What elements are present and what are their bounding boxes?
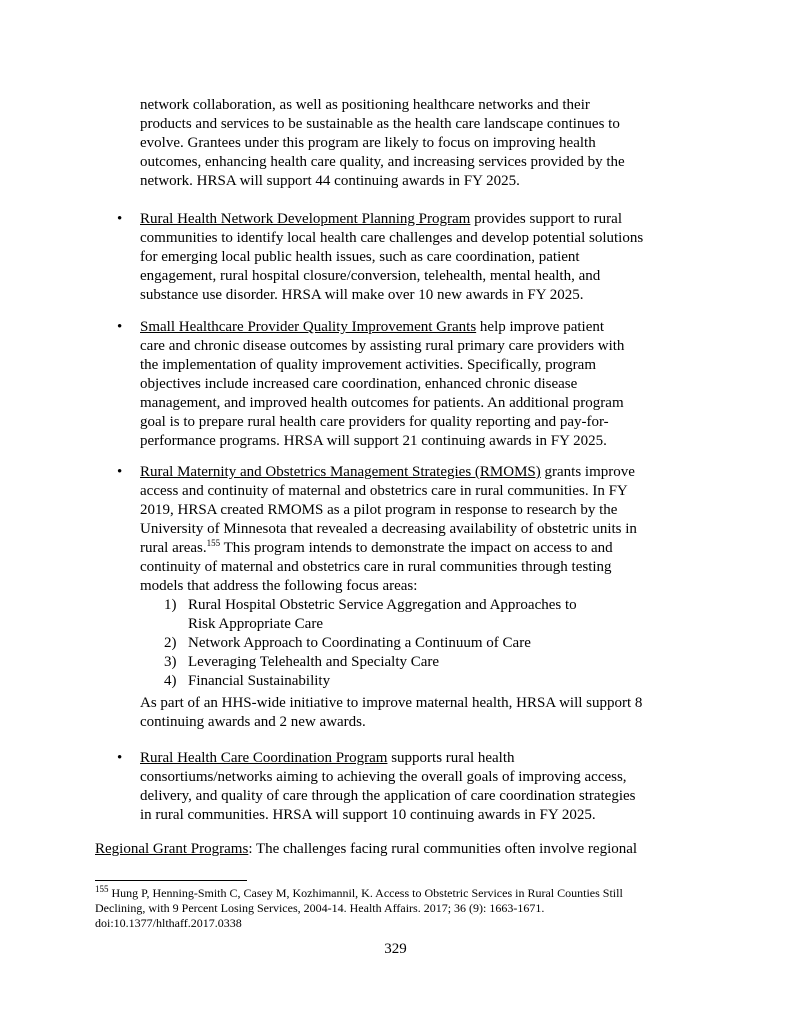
list-item [164,634,577,653]
text-line: network. HRSA will support 44 continuing awards in FY 2025. [140,173,520,189]
text-line: performance programs. HRSA will support 21 continuing awards in FY 2025. [140,433,607,449]
list-number: 4) [164,673,177,689]
list-text: Network Approach to Coordinating a Continuum of Care [188,635,531,651]
footnote-reference[interactable]: 155 [206,538,221,548]
text-line: objectives include increased care coordination, enhanced chronic disease [140,376,578,392]
text-line: evolve. Grantees under this program are likely to focus on improving health [140,135,596,151]
footnote-text: doi:10.1377/hlthaff.2017.0338 [95,916,242,930]
footnote-text: Hung P, Henning-Smith C, Casey M, Kozhimannil, K. Access to Obstetric Services in Rural Counties Still [108,886,623,900]
text-line: University of Minnesota that revealed a decreasing availability of obstetric units in [140,521,637,537]
text-line: access and continuity of maternal and obstetrics care in rural communities. In FY [140,483,628,499]
page-number: 329 [384,941,407,957]
text-line: care and chronic disease outcomes by assisting rural primary care providers with [140,338,625,354]
focus-areas-list [164,596,577,691]
bullet-network-development-planning [140,210,643,305]
footnote-number: 155 [95,884,109,894]
program-title: Small Healthcare Provider Quality Improvement Grants [140,319,477,335]
list-text: Financial Sustainability [188,673,331,689]
list-item [164,653,577,672]
text-line: network collaboration, as well as positioning healthcare networks and their [140,97,590,113]
text-line: models that address the following focus areas: [140,578,418,594]
text-line: communities to identify local health care challenges and develop potential solutions [140,230,644,246]
text-run: grants improve [540,464,635,480]
list-text: Leveraging Telehealth and Specialty Care [188,654,440,670]
regional-grant-programs [95,840,637,859]
bullet-care-coordination [140,749,636,825]
section-title: Regional Grant Programs [95,841,249,857]
text-line: continuing awards and 2 new awards. [140,714,366,730]
text-run: This program intends to demonstrate the impact on access to and [220,540,613,556]
program-title: Rural Health Network Development Planning Program [140,211,471,227]
program-title: Rural Health Care Coordination Program [140,750,388,766]
text-line: substance use disorder. HRSA will make over 10 new awards in FY 2025. [140,287,584,303]
list-text: Rural Hospital Obstetric Service Aggregation and Approaches to [188,597,577,613]
list-item [164,672,577,691]
bullet-icon: • [117,750,123,766]
list-item-continuation: Risk Appropriate Care [188,616,323,632]
text-line: management, and improved health outcomes for patients. An additional program [140,395,624,411]
text-line: As part of an HHS-wide initiative to improve maternal health, HRSA will support 8 [140,695,643,711]
intro-paragraph [140,96,625,191]
text-line: in rural communities. HRSA will support 10 continuing awards in FY 2025. [140,807,596,823]
text-line: engagement, rural hospital closure/conversion, telehealth, mental health, and [140,268,601,284]
text-line: continuity of maternal and obstetrics care in rural communities through testing [140,559,612,575]
text-line: delivery, and quality of care through the application of care coordination strategies [140,788,636,804]
rmoms-closing-paragraph [140,694,642,732]
text-run: rural areas. [140,540,207,556]
text-line: outcomes, enhancing health care quality, and increasing services provided by the [140,154,625,170]
list-number: 1) [164,597,177,613]
footnote-text: Declining, with 9 Percent Losing Services, 2004-14. Health Affairs. 2017; 36 (9): 1663-1671. [95,901,545,915]
text-run: help improve patient [476,319,605,335]
text-line: the implementation of quality improvement activities. Specifically, program [140,357,596,373]
list-number: 3) [164,654,177,670]
bullet-icon: • [117,464,123,480]
text-line: for emerging local public health issues, such as care coordination, patient [140,249,580,265]
bullet-icon: • [117,211,123,227]
bullet-quality-improvement-grants [140,318,624,451]
text-run: supports rural health [387,750,515,766]
text-line: goal is to prepare rural health care providers for quality reporting and pay-for- [140,414,609,430]
text-line: 2019, HRSA created RMOMS as a pilot program in response to research by the [140,502,618,518]
text-run: : The challenges facing rural communities often involve regional [248,841,638,857]
program-title: Rural Maternity and Obstetrics Management Strategies (RMOMS) [140,464,541,480]
text-run: provides support to rural [470,211,622,227]
bullet-icon: • [117,319,123,335]
list-item [164,596,577,615]
footnote [95,886,623,931]
text-line: consortiums/networks aiming to achieving the overall goals of improving access, [140,769,627,785]
text-line: products and services to be sustainable as the health care landscape continues to [140,116,620,132]
footnote-divider [95,880,247,881]
bullet-rmoms [140,463,637,596]
list-number: 2) [164,635,177,651]
